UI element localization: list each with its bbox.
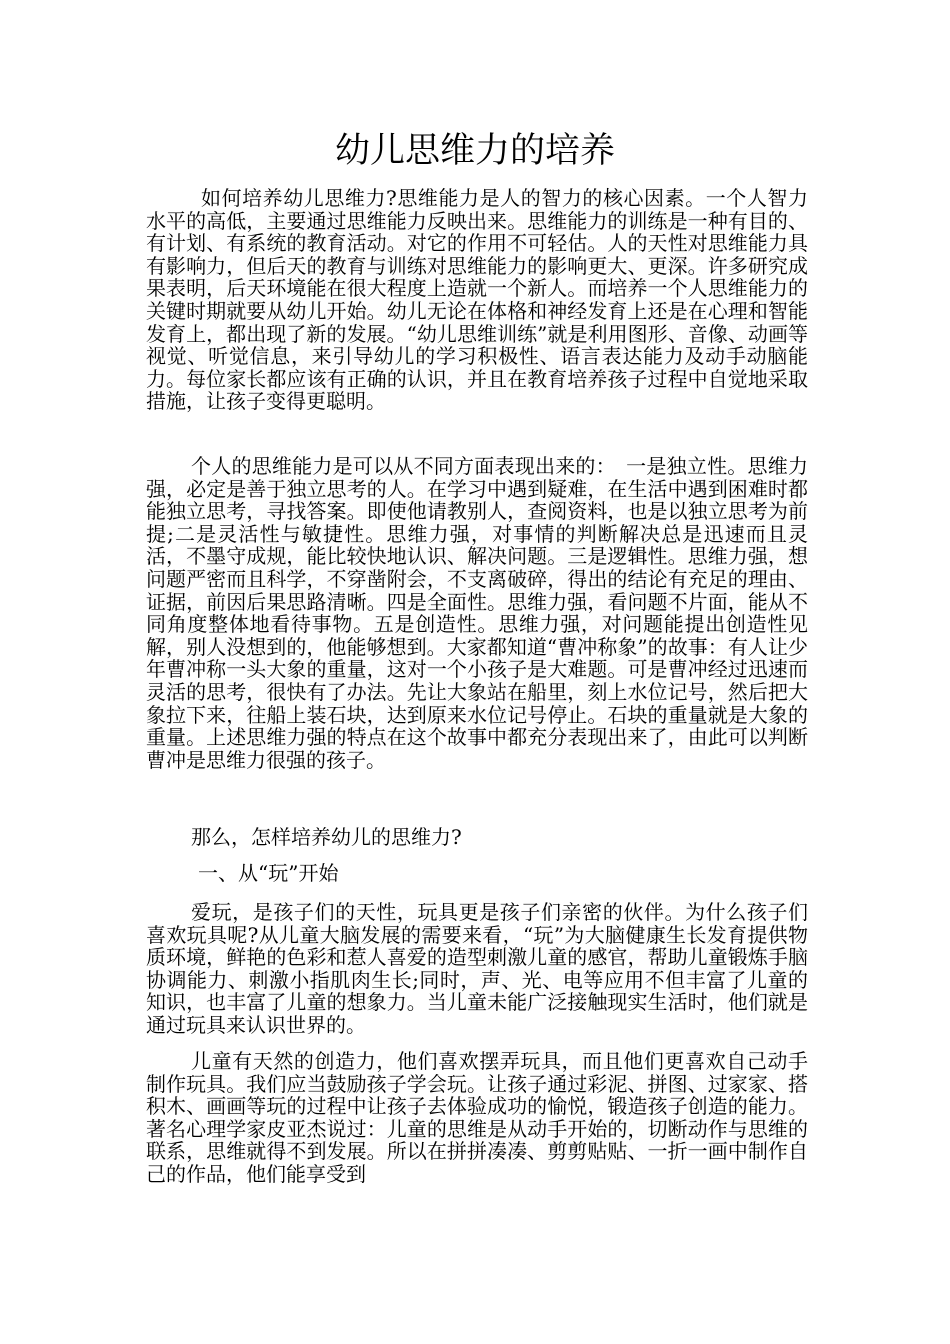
section-heading-play: 一、从“玩”开始 bbox=[198, 861, 339, 885]
paragraph-thinking-traits: 个人的思维能力是可以从不同方面表现出来的： 一是独立性。思维力强，必定是善于独立思考的人。在学习中遇到疑难，在生活中遇到困难时都能独立思考，寻找答案。即使他请教别人，查阅资料，也是以独立思考为前提;二是灵活性与敏捷性。思维力强，对事情的判断解决总是迅速而且灵活，不墨守成规，能比较快地认识、解决问题。三是逻辑性。思维力强，想问题严密而且科学，不穿凿附会，不支离破碎，得出的结论有充足的理由、证据，前因后果思路清晰。四是全面性。思维力强，看问题不片面，能从不同角度整体地看待事物。五是创造性。思维力强，对问题能提出创造性见解，别人没想到的，他能够想到。大家都知道“曹冲称象”的故事：有人让少年曹冲称一头大象的重量，这对一个小孩子是大难题。可是曹冲经过迅速而灵活的思考，很快有了办法。先让大象站在船里，刻上水位记号，然后把大象拉下来，往船上装石块，达到原来水位记号停止。石块的重量就是大象的重量。上述思维力强的特点在这个故事中都充分表现出来了，由此可以判断曹冲是思维力很强的孩子。 bbox=[146, 454, 808, 772]
paragraph-creativity: 儿童有天然的创造力，他们喜欢摆弄玩具，而且他们更喜欢自己动手制作玩具。我们应当鼓励孩子学会玩。让孩子通过彩泥、拼图、过家家、搭积木、画画等玩的过程中让孩子去体验成功的愉悦，锻造孩子创造的能力。著名心理学家皮亚杰说过：儿童的思维是从动手开始的，切断动作与思维的联系，思维就得不到发展。所以在拼拼凑凑、剪剪贴贴、一折一画中制作自己的作品，他们能享受到 bbox=[146, 1049, 808, 1186]
paragraph-intro: 如何培养幼儿思维力?思维能力是人的智力的核心因素。一个人智力水平的高低，主要通过思维能力反映出来。思维能力的训练是一种有目的、有计划、有系统的教育活动。对它的作用不可轻估。人的天性对思维能力具有影响力，但后天的教育与训练对思维能力的影响更大、更深。许多研究成果表明，后天环境能在很大程度上造就一个新人。而培养一个人思维能力的关键时期就要从幼儿开始。幼儿无论在体格和神经发育上还是在心理和智能发育上，都出现了新的发展。“幼儿思维训练”就是利用图形、音像、动画等视觉、听觉信息，来引导幼儿的学习积极性、语言表达能力及动手动脑能力。每位家长都应该有正确的认识，并且在教育培养孩子过程中自觉地采取措施，让孩子变得更聪明。 bbox=[146, 186, 808, 414]
paragraph-question: 那么，怎样培养幼儿的思维力? bbox=[191, 825, 462, 849]
document-title: 幼儿思维力的培养 bbox=[334, 131, 615, 171]
paragraph-toys: 爱玩，是孩子们的天性，玩具更是孩子们亲密的伙伴。为什么孩子们喜欢玩具呢?从儿童大脑发展的需要来看，“玩”为大脑健康生长发育提供物质环境，鲜艳的色彩和惹人喜爱的造型刺激儿童的感官，帮助儿童锻炼手脑协调能力、刺激小指肌肉生长;同时，声、光、电等应用不但丰富了儿童的知识，也丰富了儿童的想象力。当儿童未能广泛接触现实生活时，他们就是通过玩具来认识世界的。 bbox=[146, 900, 808, 1037]
